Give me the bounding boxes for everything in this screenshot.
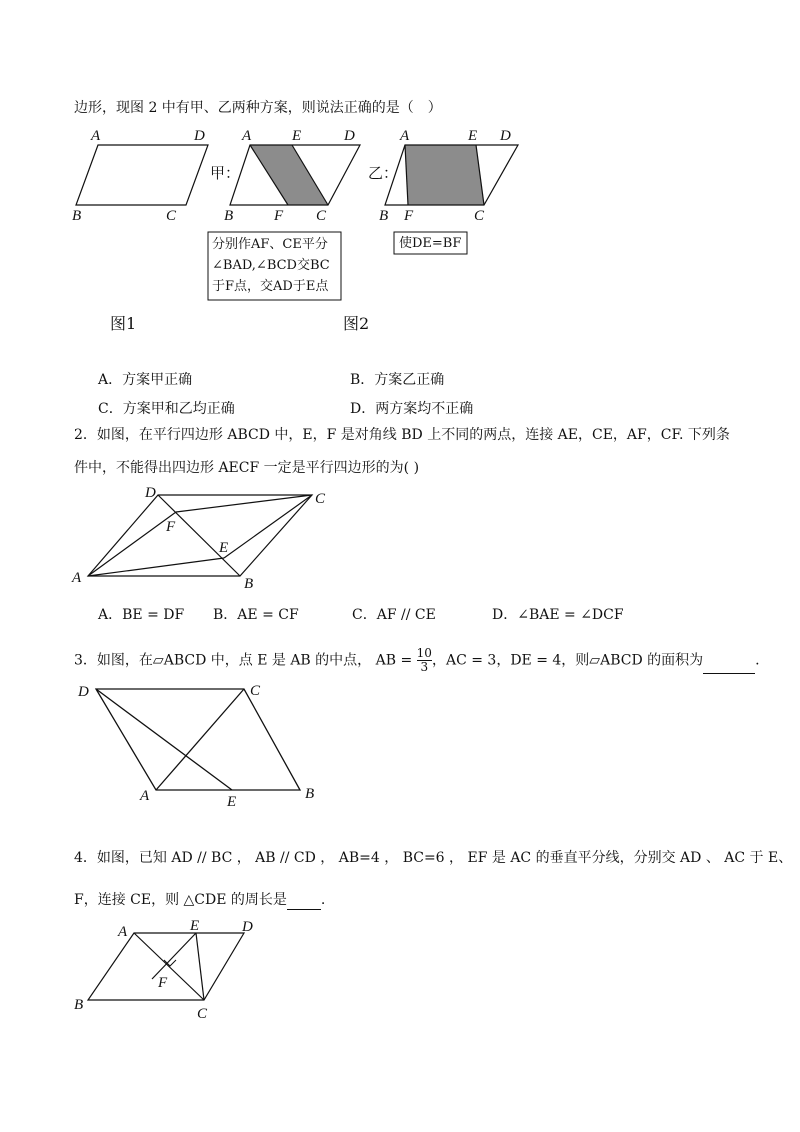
q2-option-a[interactable]: A．BE = DF	[98, 607, 185, 623]
q4-label-F: F	[158, 975, 168, 991]
yi-label-D: D	[500, 128, 511, 144]
q3-label-D: D	[78, 684, 89, 700]
jia-label-F: F	[274, 208, 284, 224]
yi-label: 乙：	[368, 164, 399, 182]
fig1-label-D: D	[194, 128, 205, 144]
jia-label: 甲：	[210, 164, 241, 182]
q2-label-D: D	[145, 485, 156, 501]
q2-option-c[interactable]: C．AF // CE	[352, 607, 436, 623]
q4-label-C: C	[197, 1006, 208, 1022]
q1-option-d[interactable]: D．两方案均不正确	[350, 401, 474, 417]
q4-label-E: E	[190, 918, 200, 934]
q2-option-d[interactable]: D．∠BAE = ∠DCF	[492, 607, 624, 623]
q3-label-A: A	[140, 788, 150, 804]
q4-line-1: 4．如图，已知 AD // BC ， AB // CD ， AB=4 ， BC=6 ， EF 是 AC 的垂直平分线，分别交 AD 、 AC 于 E、	[74, 850, 793, 866]
q3-mid: ABCD 中，点 E 是 AB 的中点，	[163, 652, 372, 669]
jia-label-B: B	[224, 208, 234, 224]
jia-box-line-3: 于F点，交AD于E点	[212, 279, 329, 294]
jia-box-line-1: 分别作AF、CE平分	[212, 237, 328, 252]
q1-option-c[interactable]: C．方案甲和乙均正确	[98, 401, 235, 417]
q3-label-C: C	[250, 683, 261, 699]
q2-label-C: C	[315, 491, 326, 507]
jia-label-C: C	[316, 208, 327, 224]
q3-label-B: B	[305, 786, 315, 802]
q3-label-E: E	[227, 794, 237, 810]
parallelogram-symbol-icon: ▱	[589, 652, 601, 669]
q4-end: .	[320, 892, 326, 908]
q1-option-a[interactable]: A．方案甲正确	[98, 372, 193, 388]
jia-label-A: A	[242, 128, 252, 144]
q1-option-b[interactable]: B．方案乙正确	[350, 372, 445, 388]
q2-label-B: B	[244, 576, 254, 592]
fig2-caption: 图2	[343, 314, 370, 333]
yi-box-text: 使DE=BF	[399, 236, 462, 251]
q3-fraction-num: 10	[416, 646, 432, 660]
q3-ab-label: AB =	[375, 652, 413, 669]
yi-label-B: B	[379, 208, 389, 224]
yi-label-F: F	[404, 208, 414, 224]
q4-line-EC	[196, 933, 204, 1000]
q4-line-2-text: F，连接 CE，则 △CDE 的周长是	[74, 892, 287, 908]
q2-line-1: 2．如图，在平行四边形 ABCD 中，E，F 是对角线 BD 上不同的两点，连接 AE，CE，AF，CF. 下列条	[74, 427, 730, 443]
fig1-label-C: C	[166, 208, 177, 224]
q3-tail: ABCD 的面积为	[600, 652, 704, 669]
q4-label-D: D	[242, 919, 253, 935]
fig1-label-A: A	[91, 128, 101, 144]
fig1-label-B: B	[72, 208, 82, 224]
q3-fraction-den: 3	[420, 660, 429, 674]
jia-box-line-2: ∠BAD,∠BCD交BC	[212, 258, 330, 273]
jia-label-E: E	[292, 128, 302, 144]
q4-label-A: A	[118, 924, 128, 940]
q2-label-A: A	[72, 570, 82, 586]
fig1-caption: 图1	[110, 314, 137, 333]
q3-rest: ，AC = 3，DE = 4，则	[431, 652, 590, 669]
q2-label-F: F	[166, 519, 176, 535]
q2-label-E: E	[219, 540, 229, 556]
q4-label-B: B	[74, 997, 84, 1013]
q3-prefix: 3．如图，在	[74, 652, 153, 669]
q2-option-b[interactable]: B．AE = CF	[213, 607, 299, 623]
q3-end: .	[755, 652, 760, 669]
jia-label-D: D	[344, 128, 355, 144]
q4-diagonal-AC	[134, 933, 204, 1000]
yi-label-E: E	[468, 128, 478, 144]
q1-intro: 边形，现图 2 中有甲、乙两种方案，则说法正确的是（ ）	[74, 100, 442, 116]
yi-label-C: C	[474, 208, 485, 224]
yi-label-A: A	[400, 128, 410, 144]
q2-line-2: 件中，不能得出四边形 AECF 一定是平行四边形的为( )	[74, 460, 420, 476]
parallelogram-symbol-icon: ▱	[152, 652, 164, 669]
